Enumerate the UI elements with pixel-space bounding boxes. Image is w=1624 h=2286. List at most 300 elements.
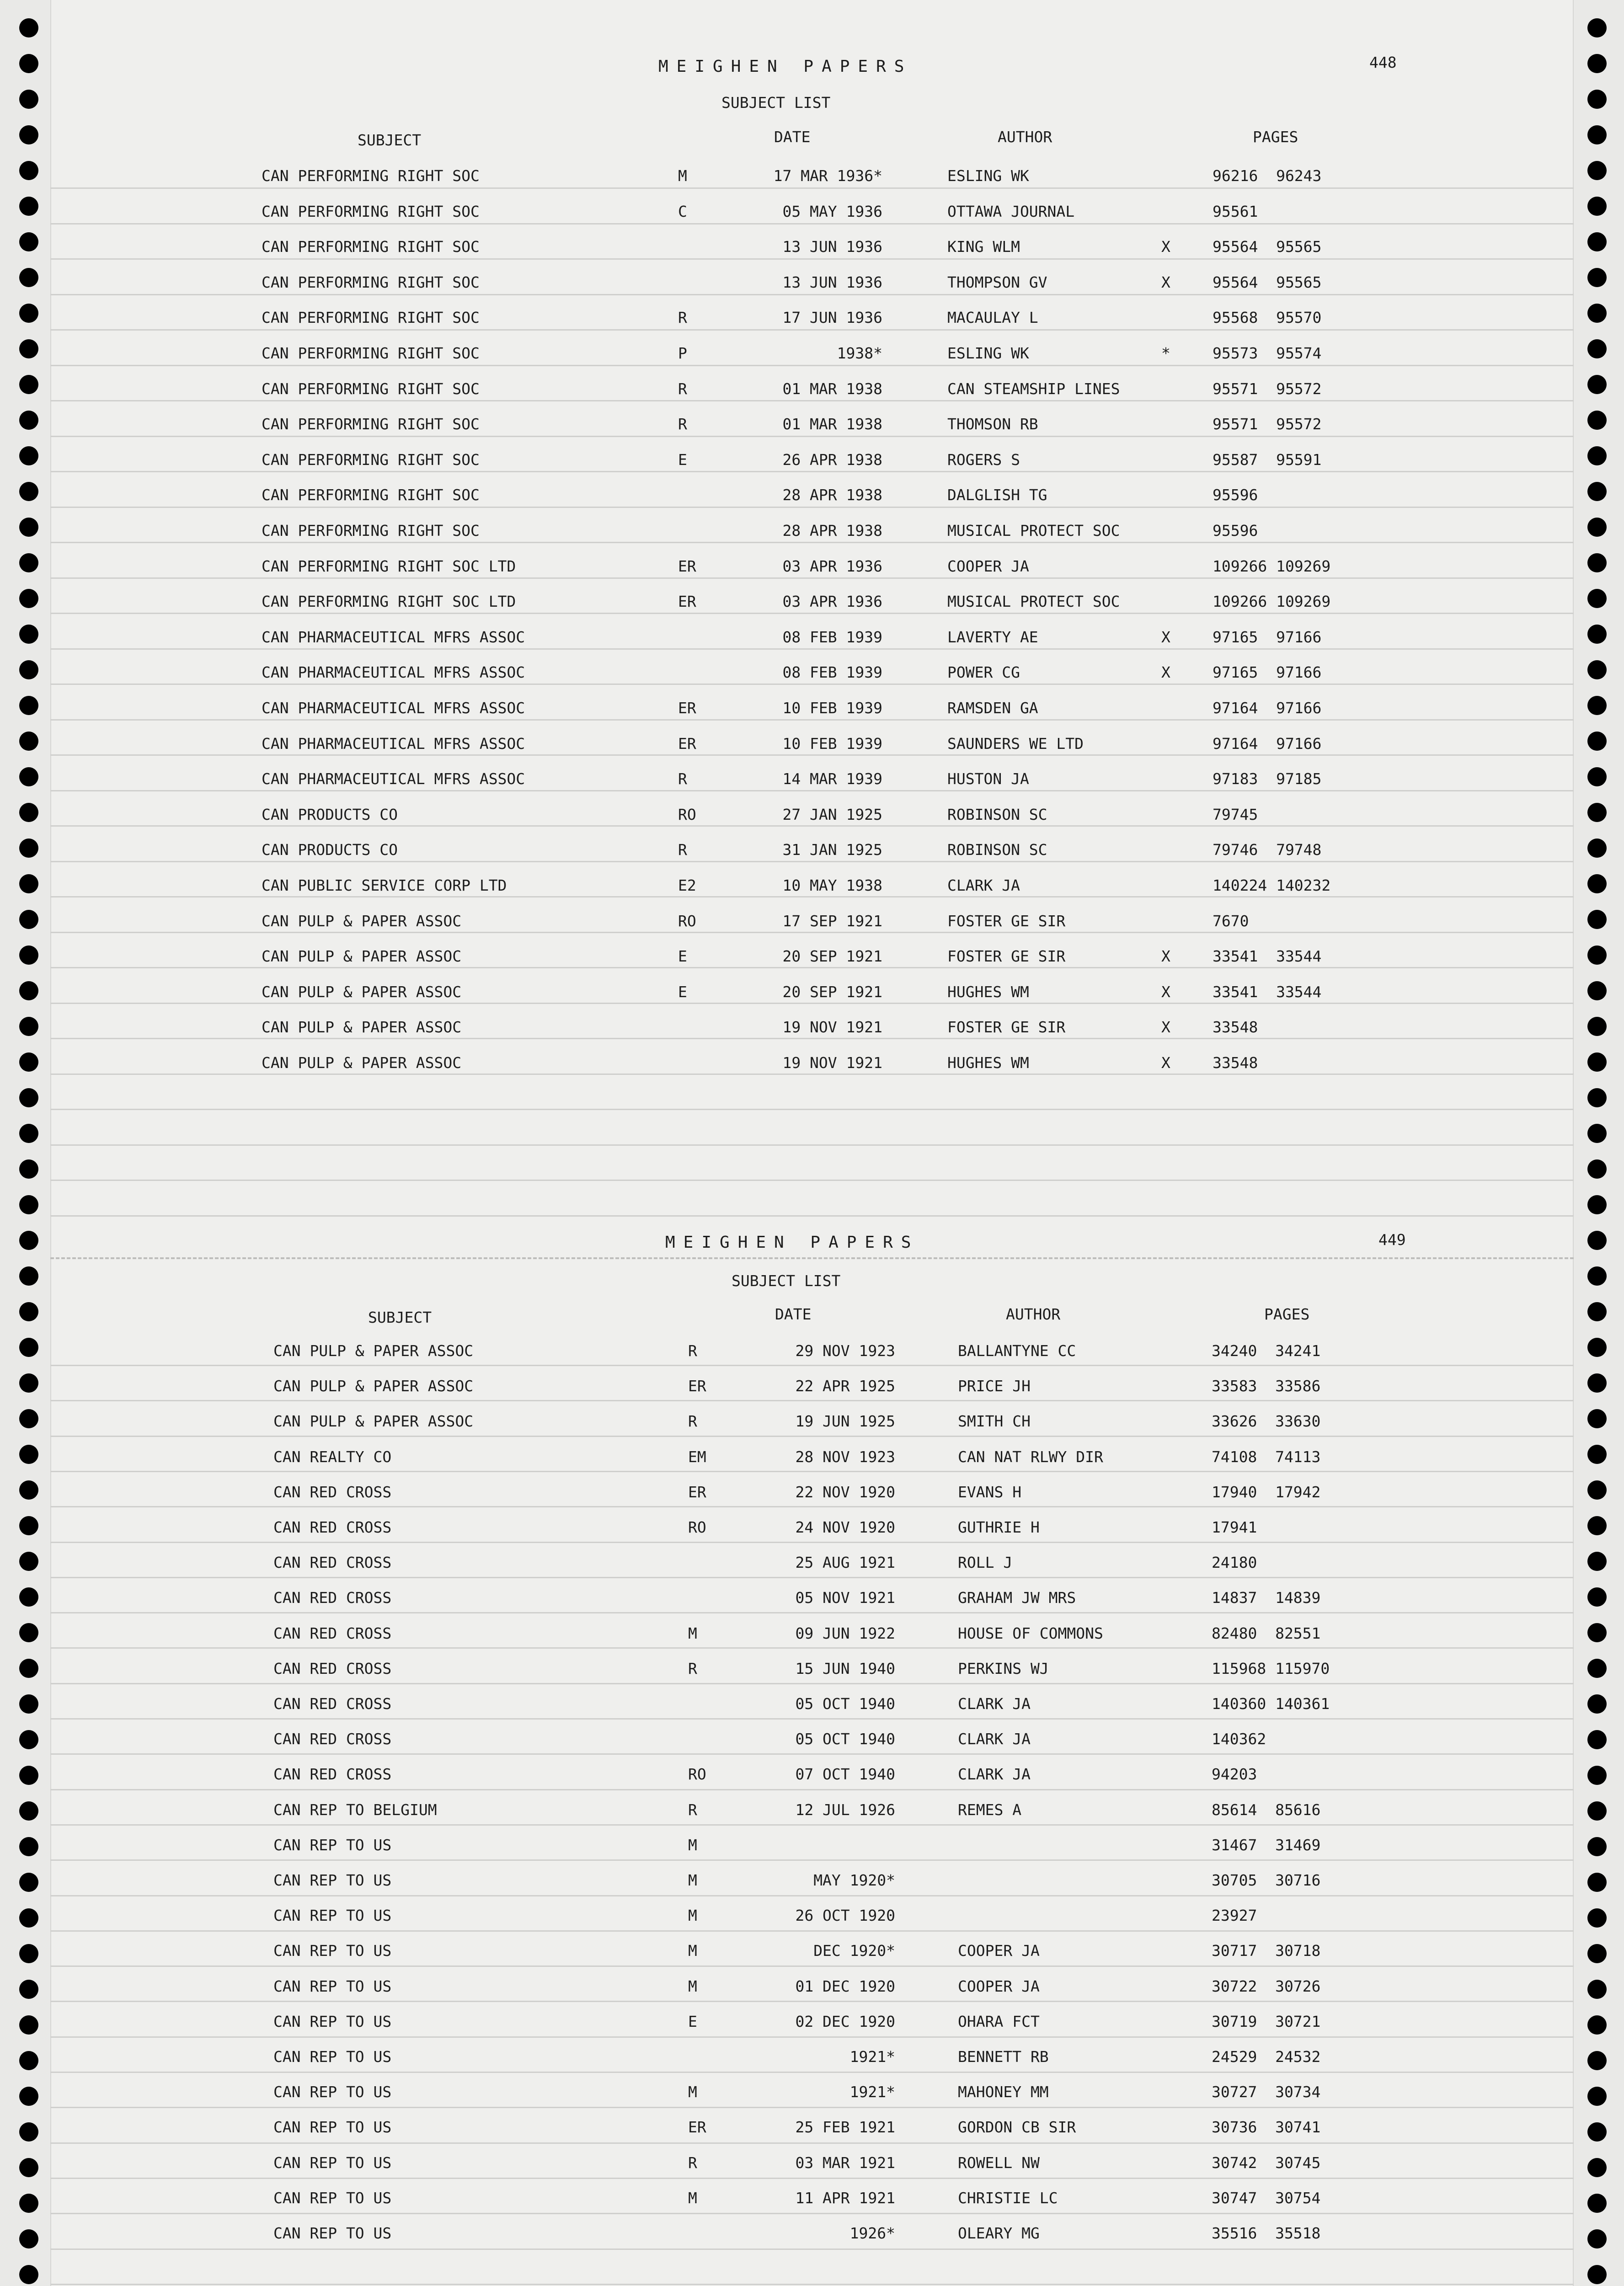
author-cell: GUTHRIE H	[958, 1518, 1040, 1536]
code-cell: M	[688, 1871, 697, 1889]
tractor-hole	[1587, 1195, 1607, 1214]
pages-cell: 97165 97166	[1213, 663, 1322, 681]
pages-cell: 95587 95591	[1213, 451, 1322, 469]
tractor-hole	[19, 1445, 38, 1464]
code-cell: R	[688, 1342, 697, 1360]
date-cell: 05 OCT 1940	[795, 1730, 895, 1748]
pages-cell: 95561	[1213, 203, 1258, 220]
code-cell: ER	[688, 2118, 706, 2136]
pages-cell: 97165 97166	[1213, 628, 1322, 646]
tractor-hole	[1587, 1159, 1607, 1179]
tractor-hole	[19, 1587, 38, 1607]
date-cell: 01 MAR 1938	[782, 380, 882, 398]
author-cell: KING WLM	[947, 238, 1020, 256]
pages-cell: 140224 140232	[1213, 876, 1331, 894]
ruled-line	[50, 2213, 1574, 2214]
author-cell: GRAHAM JW MRS	[958, 1589, 1076, 1607]
pages-cell: 79746 79748	[1213, 841, 1322, 859]
tractor-hole	[19, 1694, 38, 1714]
code-cell: RO	[688, 1765, 706, 1783]
author-cell: THOMPSON GV	[947, 273, 1047, 291]
author-cell: ROBINSON SC	[947, 806, 1047, 823]
pages-cell: 30717 30718	[1212, 1942, 1321, 1960]
code-cell: R	[678, 770, 687, 788]
tractor-hole	[19, 2015, 38, 2035]
ruled-line	[50, 825, 1574, 827]
pages-cell: 140360 140361	[1212, 1695, 1330, 1713]
column-header-subject: SUBJECT	[368, 1309, 432, 1326]
author-cell: ROBINSON SC	[947, 841, 1047, 859]
page-subtitle: SUBJECT LIST	[732, 1272, 841, 1290]
tractor-hole	[19, 1124, 38, 1143]
author-cell: OLEARY MG	[958, 2224, 1040, 2242]
tractor-hole	[19, 1980, 38, 1999]
tractor-hole	[19, 1516, 38, 1535]
tractor-hole	[19, 839, 38, 858]
flag-cell: X	[1161, 947, 1170, 965]
tractor-hole	[1587, 1873, 1607, 1892]
tractor-hole	[1587, 1837, 1607, 1856]
tractor-hole	[1587, 1659, 1607, 1678]
tractor-hole	[1587, 874, 1607, 893]
date-cell: 10 MAY 1938	[782, 876, 882, 894]
ruled-line	[50, 1215, 1574, 1217]
subject-cell: CAN PULP & PAPER ASSOC	[262, 1054, 462, 1072]
author-cell: CLARK JA	[958, 1765, 1031, 1783]
tractor-hole	[1587, 2229, 1607, 2249]
ruled-line	[50, 223, 1574, 224]
tractor-hole	[1587, 232, 1607, 251]
tractor-hole	[1587, 446, 1607, 465]
pages-cell: 33583 33586	[1212, 1377, 1321, 1395]
ruled-line	[50, 436, 1574, 437]
author-cell: MUSICAL PROTECT SOC	[947, 522, 1120, 539]
column-header-subject: SUBJECT	[358, 131, 422, 149]
pages-cell: 115968 115970	[1212, 1660, 1330, 1677]
code-cell: M	[678, 167, 687, 185]
author-cell: PERKINS WJ	[958, 1660, 1049, 1677]
tractor-hole	[19, 732, 38, 751]
ruled-line	[50, 2107, 1574, 2108]
code-cell: P	[678, 344, 687, 362]
date-cell: 10 FEB 1939	[782, 699, 882, 717]
tractor-hole	[19, 2122, 38, 2142]
author-cell: CLARK JA	[947, 876, 1020, 894]
code-cell: R	[688, 1412, 697, 1430]
subject-cell: CAN PERFORMING RIGHT SOC	[262, 415, 480, 433]
tractor-hole	[19, 18, 38, 37]
code-cell: ER	[678, 557, 696, 575]
ruled-line	[50, 1859, 1574, 1861]
author-cell: MAHONEY MM	[958, 2083, 1049, 2101]
ruled-line	[50, 648, 1574, 650]
pages-cell: 74108 74113	[1212, 1448, 1321, 1466]
date-cell: 20 SEP 1921	[782, 947, 882, 965]
pages-cell: 31467 31469	[1212, 1836, 1321, 1854]
code-cell: ER	[688, 1483, 706, 1501]
tractor-hole	[19, 1052, 38, 1072]
date-cell: 28 APR 1938	[782, 486, 882, 504]
ruled-line	[50, 861, 1574, 862]
subject-cell: CAN REP TO US	[273, 1977, 392, 1995]
author-cell: ESLING WK	[947, 344, 1029, 362]
author-cell: EVANS H	[958, 1483, 1022, 1501]
tractor-hole	[19, 1944, 38, 1963]
tractor-hole	[19, 2158, 38, 2177]
tractor-hole	[19, 1017, 38, 1036]
ruled-line	[50, 2072, 1574, 2073]
ruled-line	[50, 1895, 1574, 1896]
tractor-hole	[19, 553, 38, 572]
code-cell: R	[688, 2154, 697, 2172]
tractor-hole	[19, 945, 38, 965]
pages-cell: 85614 85616	[1212, 1801, 1321, 1819]
author-cell: CAN STEAMSHIP LINES	[947, 380, 1120, 398]
ruled-line	[50, 1074, 1574, 1075]
ruled-line	[50, 507, 1574, 508]
code-cell: R	[678, 309, 687, 326]
ruled-line	[50, 1180, 1574, 1181]
date-cell: 24 NOV 1920	[795, 1518, 895, 1536]
date-cell: 02 DEC 1920	[795, 2013, 895, 2030]
tractor-hole	[19, 125, 38, 144]
tractor-hole	[1587, 767, 1607, 786]
tractor-hole	[19, 1873, 38, 1892]
tractor-hole	[1587, 411, 1607, 430]
tractor-hole	[1587, 945, 1607, 965]
ruled-line	[50, 1400, 1574, 1401]
right-tractor-strip	[1573, 0, 1624, 2286]
pages-cell: 95596	[1213, 522, 1258, 539]
ruled-line	[50, 2249, 1574, 2250]
pages-cell: 94203	[1212, 1765, 1257, 1783]
subject-cell: CAN REP TO US	[273, 2048, 392, 2066]
tractor-hole	[1587, 268, 1607, 287]
subject-cell: CAN PULP & PAPER ASSOC	[262, 1018, 462, 1036]
ruled-line	[50, 187, 1574, 189]
tractor-hole	[1587, 1944, 1607, 1963]
subject-cell: CAN PERFORMING RIGHT SOC	[262, 344, 480, 362]
tractor-hole	[19, 910, 38, 929]
pages-cell: 33541 33544	[1213, 947, 1322, 965]
code-cell: M	[688, 1836, 697, 1854]
pages-cell: 96216 96243	[1213, 167, 1322, 185]
subject-cell: CAN REP TO US	[273, 2189, 392, 2207]
code-cell: R	[688, 1801, 697, 1819]
ruled-line	[50, 2001, 1574, 2002]
author-cell: PRICE JH	[958, 1377, 1031, 1395]
ruled-line	[50, 294, 1574, 295]
ruled-line	[50, 790, 1574, 791]
date-cell: 05 OCT 1940	[795, 1695, 895, 1713]
tractor-hole	[1587, 197, 1607, 216]
date-cell: 1921*	[849, 2048, 895, 2066]
tractor-hole	[1587, 54, 1607, 73]
ruled-line	[50, 1789, 1574, 1790]
tractor-hole	[19, 482, 38, 501]
ruled-line	[50, 1365, 1574, 1366]
pages-cell: 23927	[1212, 1907, 1257, 1924]
tractor-hole	[19, 589, 38, 608]
date-cell: 19 JUN 1925	[795, 1412, 895, 1430]
subject-cell: CAN REP TO BELGIUM	[273, 1801, 437, 1819]
page-number: 448	[1369, 53, 1397, 71]
ruled-line	[50, 1753, 1574, 1755]
tractor-hole	[19, 1480, 38, 1500]
subject-cell: CAN REP TO US	[273, 1871, 392, 1889]
ruled-line	[50, 329, 1574, 331]
date-cell: 07 OCT 1940	[795, 1765, 895, 1783]
tractor-hole	[1587, 1445, 1607, 1464]
date-cell: 11 APR 1921	[795, 2189, 895, 2207]
author-cell: CAN NAT RLWY DIR	[958, 1448, 1103, 1466]
tractor-hole	[19, 625, 38, 644]
subject-cell: CAN REP TO US	[273, 2224, 392, 2242]
author-cell: MUSICAL PROTECT SOC	[947, 593, 1120, 610]
tractor-hole	[19, 54, 38, 73]
subject-cell: CAN REALTY CO	[273, 1448, 392, 1466]
code-cell: R	[678, 415, 687, 433]
code-cell: M	[688, 1907, 697, 1924]
tractor-hole	[19, 803, 38, 822]
tractor-hole	[1587, 1552, 1607, 1571]
ruled-line	[50, 613, 1574, 614]
author-cell: ROWELL NW	[958, 2154, 1040, 2172]
tractor-hole	[1587, 2265, 1607, 2284]
tractor-hole	[19, 1302, 38, 1321]
tractor-hole	[19, 1231, 38, 1250]
subject-cell: CAN REP TO US	[273, 2154, 392, 2172]
author-cell: COOPER JA	[958, 1942, 1040, 1960]
code-cell: EM	[688, 1448, 706, 1466]
tractor-hole	[19, 1659, 38, 1678]
page-title: MEIGHEN PAPERS	[665, 1233, 919, 1252]
code-cell: M	[688, 1977, 697, 1995]
flag-cell: X	[1161, 628, 1170, 646]
subject-cell: CAN PERFORMING RIGHT SOC	[262, 380, 480, 398]
pages-cell: 79745	[1213, 806, 1258, 823]
tractor-hole	[1587, 1908, 1607, 1928]
subject-cell: CAN PHARMACEUTICAL MFRS ASSOC	[262, 770, 525, 788]
pages-cell: 30727 30734	[1212, 2083, 1321, 2101]
pages-cell: 33541 33544	[1213, 983, 1322, 1001]
tractor-hole	[19, 1195, 38, 1214]
code-cell: ER	[678, 593, 696, 610]
pages-cell: 30742 30745	[1212, 2154, 1321, 2172]
tractor-hole	[1587, 161, 1607, 180]
flag-cell: X	[1161, 663, 1170, 681]
date-cell: MAY 1920*	[813, 1871, 895, 1889]
date-cell: 19 NOV 1921	[782, 1054, 882, 1072]
tractor-hole	[1587, 125, 1607, 144]
subject-cell: CAN RED CROSS	[273, 1483, 392, 1501]
ruled-line	[50, 1612, 1574, 1613]
date-cell: 08 FEB 1939	[782, 628, 882, 646]
column-header-author: AUTHOR	[1006, 1305, 1061, 1323]
date-cell: 13 JUN 1936	[782, 238, 882, 256]
subject-cell: CAN PERFORMING RIGHT SOC	[262, 451, 480, 469]
code-cell: E	[688, 2013, 697, 2030]
author-cell: REMES A	[958, 1801, 1022, 1819]
tractor-hole	[19, 1159, 38, 1179]
date-cell: 17 JUN 1936	[782, 309, 882, 326]
ruled-line	[50, 400, 1574, 401]
author-cell: SAUNDERS WE LTD	[947, 735, 1084, 753]
subject-cell: CAN PHARMACEUTICAL MFRS ASSOC	[262, 735, 525, 753]
tractor-hole	[1587, 90, 1607, 109]
pages-cell: 109266 109269	[1213, 593, 1331, 610]
tractor-hole	[19, 411, 38, 430]
pages-cell: 95596	[1213, 486, 1258, 504]
tractor-hole	[19, 2265, 38, 2284]
date-cell: 29 NOV 1923	[795, 1342, 895, 1360]
date-cell: 15 JUN 1940	[795, 1660, 895, 1677]
pages-cell: 24529 24532	[1212, 2048, 1321, 2066]
pages-cell: 30719 30721	[1212, 2013, 1321, 2030]
subject-cell: CAN REP TO US	[273, 2083, 392, 2101]
ruled-line	[50, 1109, 1574, 1110]
ruled-line	[50, 1506, 1574, 1507]
author-cell: HUGHES WM	[947, 983, 1029, 1001]
page-subtitle: SUBJECT LIST	[721, 94, 831, 112]
subject-cell: CAN REP TO US	[273, 2118, 392, 2136]
tractor-hole	[1587, 482, 1607, 501]
ruled-line	[50, 1930, 1574, 1932]
ruled-line	[50, 2284, 1574, 2285]
date-cell: 31 JAN 1925	[782, 841, 882, 859]
tractor-hole	[1587, 1409, 1607, 1428]
author-cell: CHRISTIE LC	[958, 2189, 1058, 2207]
date-cell: 19 NOV 1921	[782, 1018, 882, 1036]
tractor-hole	[1587, 732, 1607, 751]
tractor-hole	[19, 339, 38, 358]
code-cell: R	[678, 380, 687, 398]
subject-cell: CAN PULP & PAPER ASSOC	[273, 1377, 474, 1395]
subject-cell: CAN RED CROSS	[273, 1554, 392, 1571]
tractor-hole	[1587, 839, 1607, 858]
tractor-hole	[19, 874, 38, 893]
ruled-line	[50, 1436, 1574, 1437]
author-cell: FOSTER GE SIR	[947, 947, 1066, 965]
date-cell: 1921*	[849, 2083, 895, 2101]
pages-cell: 24180	[1212, 1554, 1257, 1571]
tractor-hole	[1587, 1730, 1607, 1749]
subject-cell: CAN PERFORMING RIGHT SOC	[262, 203, 480, 220]
date-cell: DEC 1920*	[813, 1942, 895, 1960]
subject-cell: CAN PULP & PAPER ASSOC	[262, 983, 462, 1001]
subject-cell: CAN RED CROSS	[273, 1695, 392, 1713]
tractor-hole	[1587, 981, 1607, 1000]
tractor-hole	[1587, 2122, 1607, 2142]
tractor-hole	[19, 2051, 38, 2070]
author-cell: OTTAWA JOURNAL	[947, 203, 1075, 220]
author-cell: ESLING WK	[947, 167, 1029, 185]
ruled-line	[50, 684, 1574, 685]
tractor-hole	[19, 1266, 38, 1286]
subject-cell: CAN PHARMACEUTICAL MFRS ASSOC	[262, 699, 525, 717]
pages-cell: 97164 97166	[1213, 735, 1322, 753]
tractor-hole	[1587, 589, 1607, 608]
pages-cell: 30722 30726	[1212, 1977, 1321, 1995]
author-cell: HUGHES WM	[947, 1054, 1029, 1072]
author-cell: POWER CG	[947, 663, 1020, 681]
subject-cell: CAN REP TO US	[273, 2013, 392, 2030]
ruled-line	[50, 1471, 1574, 1472]
tractor-hole	[1587, 375, 1607, 394]
ruled-line	[50, 1144, 1574, 1146]
tractor-hole	[1587, 1338, 1607, 1357]
tractor-hole	[19, 1801, 38, 1821]
ruled-line	[50, 967, 1574, 968]
ruled-line	[50, 258, 1574, 260]
pages-cell: 97183 97185	[1213, 770, 1322, 788]
date-cell: 13 JUN 1936	[782, 273, 882, 291]
subject-cell: CAN PULP & PAPER ASSOC	[273, 1412, 474, 1430]
subject-cell: CAN REP TO US	[273, 1942, 392, 1960]
subject-cell: CAN RED CROSS	[273, 1624, 392, 1642]
ruled-line	[50, 1824, 1574, 1826]
date-cell: 05 MAY 1936	[782, 203, 882, 220]
date-cell: 26 OCT 1920	[795, 1907, 895, 1924]
tractor-hole	[1587, 1587, 1607, 1607]
subject-cell: CAN PERFORMING RIGHT SOC LTD	[262, 593, 516, 610]
author-cell: BALLANTYNE CC	[958, 1342, 1076, 1360]
date-cell: 12 JUL 1926	[795, 1801, 895, 1819]
author-cell: MACAULAY L	[947, 309, 1038, 326]
author-cell: ROGERS S	[947, 451, 1020, 469]
tractor-hole	[1587, 1766, 1607, 1785]
pages-cell: 33548	[1213, 1018, 1258, 1036]
page-perforation	[50, 1257, 1574, 1259]
tractor-hole	[1587, 1266, 1607, 1286]
tractor-hole	[1587, 518, 1607, 537]
pages-cell: 95573 95574	[1213, 344, 1322, 362]
flag-cell: *	[1161, 344, 1170, 362]
column-header-author: AUTHOR	[998, 128, 1052, 146]
pages-cell: 95564 95565	[1213, 273, 1322, 291]
tractor-hole	[19, 767, 38, 786]
subject-cell: CAN PULP & PAPER ASSOC	[262, 912, 462, 930]
date-cell: 26 APR 1938	[782, 451, 882, 469]
tractor-hole	[1587, 1088, 1607, 1107]
pages-cell: 30747 30754	[1212, 2189, 1321, 2207]
author-cell: FOSTER GE SIR	[947, 1018, 1066, 1036]
pages-cell: 30736 30741	[1212, 2118, 1321, 2136]
tractor-hole	[19, 161, 38, 180]
subject-cell: CAN REP TO US	[273, 1836, 392, 1854]
flag-cell: X	[1161, 238, 1170, 256]
tractor-hole	[1587, 2194, 1607, 2213]
subject-cell: CAN PHARMACEUTICAL MFRS ASSOC	[262, 663, 525, 681]
tractor-hole	[1587, 304, 1607, 323]
tractor-hole	[1587, 625, 1607, 644]
tractor-hole	[1587, 1980, 1607, 1999]
code-cell: RO	[678, 912, 696, 930]
code-cell: ER	[678, 735, 696, 753]
tractor-hole	[1587, 1480, 1607, 1500]
tractor-hole	[19, 1908, 38, 1928]
pages-cell: 14837 14839	[1212, 1589, 1321, 1607]
subject-cell: CAN PERFORMING RIGHT SOC	[262, 238, 480, 256]
pages-cell: 30705 30716	[1212, 1871, 1321, 1889]
author-cell: RAMSDEN GA	[947, 699, 1038, 717]
tractor-hole	[1587, 1231, 1607, 1250]
tractor-hole	[19, 304, 38, 323]
code-cell: R	[688, 1660, 697, 1677]
subject-cell: CAN PULP & PAPER ASSOC	[262, 947, 462, 965]
tractor-hole	[1587, 1052, 1607, 1072]
pages-cell: 34240 34241	[1212, 1342, 1321, 1360]
